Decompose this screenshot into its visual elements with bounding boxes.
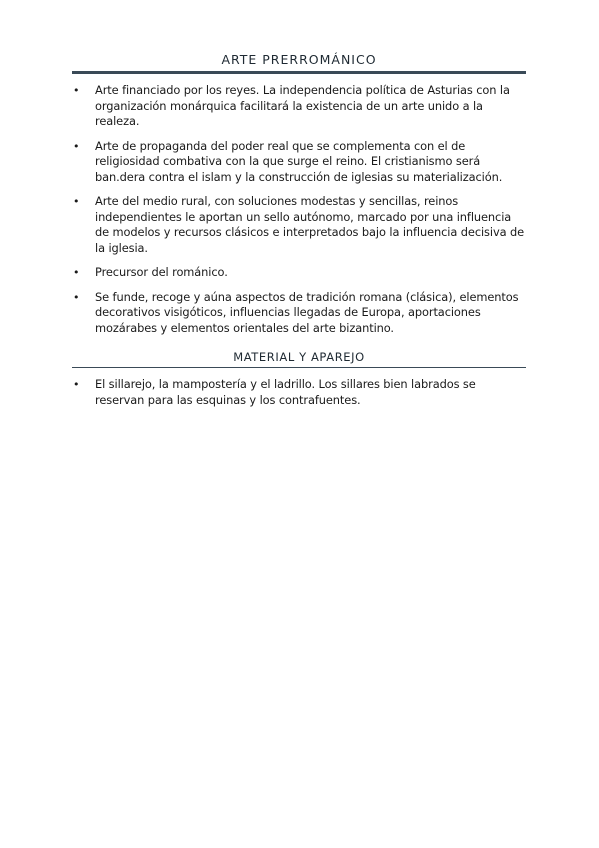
list-item-text: Arte de propaganda del poder real que se complementa con el de religiosidad combativa con la que surge el reino. El cristianismo será ban.dera contra el islam y la construcción de iglesias su materialización. <box>95 138 503 184</box>
list-item-text: Se funde, recoge y aúna aspectos de tradición romana (clásica), elementos decorativos visigóticos, influencias llegadas de Europa, aportaciones mozárabes y elementos orientales del arte bizantino. <box>95 289 519 335</box>
list-item <box>72 139 526 186</box>
bullet-list-arte-prerromanico <box>72 83 526 336</box>
bullet-icon: • <box>73 139 80 153</box>
list-item <box>72 83 526 130</box>
bullet-icon: • <box>73 378 80 391</box>
list-item-text: Arte del medio rural, con soluciones modestas y sencillas, reinos independientes le aportan un sello autónomo, marcado por una influencia de modelos y recursos clásicos e interpretados bajo la influencia decisiva de la iglesia. <box>95 194 525 255</box>
bullet-list-material-aparejo <box>72 377 526 408</box>
list-item <box>72 290 526 337</box>
list-item-text: Precursor del románico. <box>95 265 228 279</box>
list-item-text: Arte financiado por los reyes. La independencia política de Asturias con la organización monárquica facilitará la existencia de un arte unido a la realeza. <box>95 83 510 128</box>
bullet-icon: • <box>73 195 80 208</box>
list-item <box>72 194 526 256</box>
document-page <box>72 52 526 408</box>
section-title-material-aparejo: MATERIAL Y APAREJO <box>72 350 526 368</box>
list-item-text: El sillarejo, la mampostería y el ladrillo. Los sillares bien labrados se reservan para las esquinas y los contrafuentes. <box>95 377 476 407</box>
bullet-icon: • <box>73 266 80 279</box>
list-item <box>72 377 526 408</box>
bullet-icon: • <box>73 84 80 97</box>
section-title-arte-prerromanico: ARTE PRERROMÁNICO <box>72 52 526 74</box>
list-item <box>72 265 526 281</box>
bullet-icon: • <box>73 290 80 304</box>
